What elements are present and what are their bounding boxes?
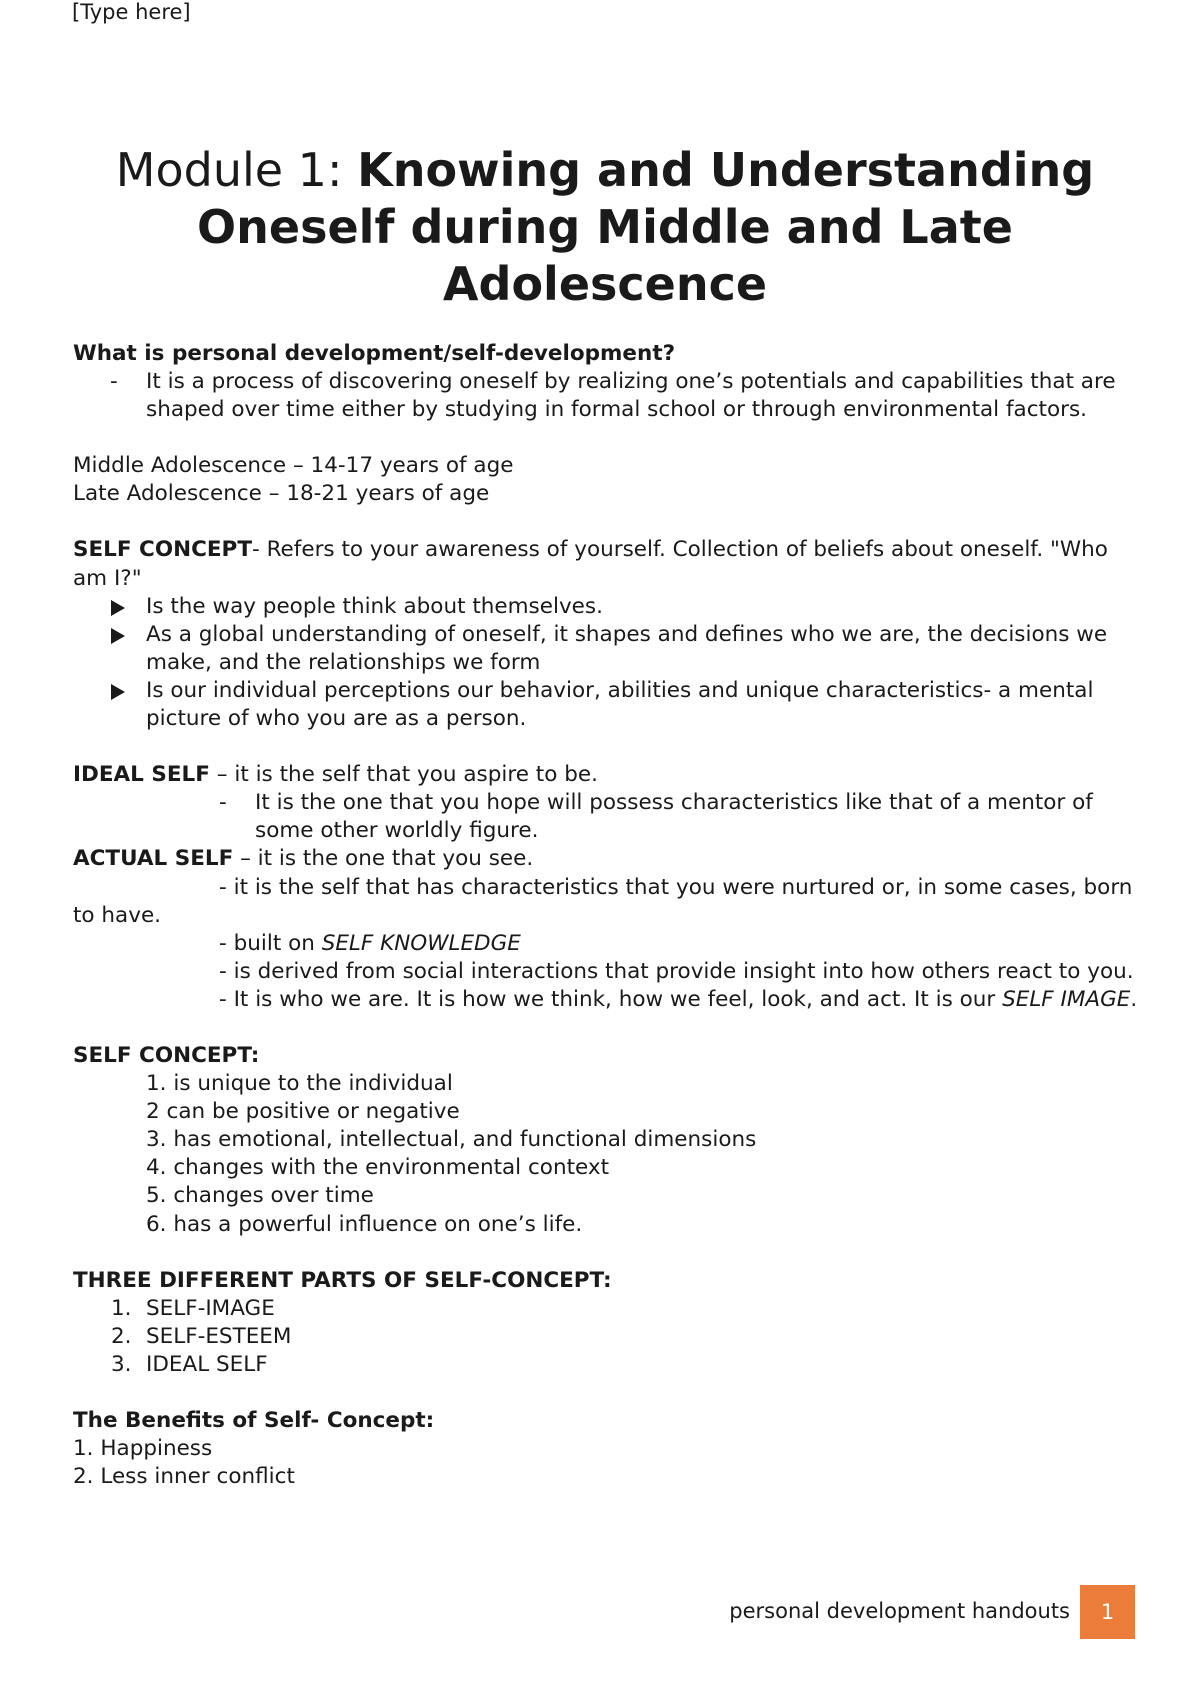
ideal-self-definition-text: – it is the self that you aspire to be. [209,762,598,788]
actual-self-definition [73,845,1143,873]
document-body [73,340,1143,1491]
list-item [73,1323,1143,1351]
list-marker: 3. [111,1351,132,1377]
title-bold: Knowing and Understanding Oneself during Middle and Late Adolescence [197,143,1095,311]
intro-answer-text: It is a process of discovering oneself by realizing one’s potentials and capabilities that are shaped over time either by studying in formal school or through environmental factors. [146,369,1116,423]
age-middle: Middle Adolescence – 14-17 years of age [73,453,514,479]
self-concept-bullet [73,621,1143,677]
parts-heading [73,1267,1143,1295]
list-item: 2 can be positive or negative [146,1099,460,1125]
list-item: 5. changes over time [146,1183,374,1209]
actual-self-point [73,874,1143,930]
age-late: Late Adolescence – 18-21 years of age [73,481,490,507]
ideal-self-point-text: It is the one that you hope will possess characteristics like that of a mentor of some other worldly figure. [255,790,1093,844]
arrow-bullet-icon [111,628,125,644]
list-item-text: SELF-IMAGE [146,1295,275,1321]
list-item: 4. changes with the environmental context [146,1155,610,1181]
dash-marker: - [219,790,227,816]
actual-self-point-text: - built on [219,930,322,956]
ideal-self-definition [73,761,1143,789]
parts-heading-text: THREE DIFFERENT PARTS OF SELF-CONCEPT: [73,1267,612,1293]
list-item: 1. is unique to the individual [146,1071,453,1097]
self-concept-term: SELF CONCEPT [73,537,252,563]
list-item: 6. has a powerful influence on one’s life. [146,1211,583,1237]
list-item-text: SELF-ESTEEM [146,1323,292,1349]
actual-self-point [73,986,1143,1014]
intro-question-text: What is personal development/self-development? [73,341,676,366]
title-prefix: Module 1: [115,143,358,197]
page-footer [0,1585,1200,1639]
self-concept-list-heading-text: SELF CONCEPT: [73,1042,260,1068]
page-number: 1 [1080,1585,1135,1639]
intro-answer [73,368,1143,424]
bullet-text: As a global understanding of oneself, it shapes and defines who we are, the decisions we make, and the relationships we form [146,621,1108,675]
bullet-text: Is our individual perceptions our behavior, abilities and unique characteristics- a mental picture of who you are as a person. [146,677,1094,732]
actual-self-point [73,958,1143,986]
actual-self-point [73,930,1143,958]
self-concept-bullet [73,593,1143,621]
self-concept-list-heading [73,1042,1143,1070]
list-marker: 2. [111,1323,132,1349]
arrow-bullet-icon [111,600,125,616]
list-marker: 1. [111,1295,132,1321]
list-item: 1. Happiness [73,1436,213,1462]
self-image-term: SELF IMAGE [1002,986,1131,1012]
ideal-self-point [73,789,1143,845]
list-item: 3. has emotional, intellectual, and functional dimensions [146,1127,757,1153]
list-item-text: IDEAL SELF [146,1351,268,1377]
ideal-self-term: IDEAL SELF [73,762,210,788]
document-title [90,142,1120,313]
self-concept-definition-text: - Refers to your awareness of yourself. Collection of beliefs about oneself. "Who am I?" [73,537,1108,591]
self-concept-definition [73,536,1143,592]
bullet-text: Is the way people think about themselves. [146,593,603,619]
benefits-heading-text: The Benefits of Self- Concept: [73,1408,435,1433]
actual-self-point-text: - it is the self that has characteristics that you were nurtured or, in some cases, born to have. [73,874,1133,928]
page-header: [Type here] [72,0,191,24]
intro-question [73,340,1143,368]
actual-self-term: ACTUAL SELF [73,846,234,872]
list-item: 2. Less inner conflict [73,1464,295,1490]
self-knowledge-term: SELF KNOWLEDGE [321,930,521,956]
dash-marker: - [110,369,118,395]
self-concept-bullet [73,677,1143,733]
actual-self-point-text: - It is who we are. It is how we think, how we feel, look, and act. It is our [219,986,1003,1012]
list-item [73,1295,1143,1323]
actual-self-point-suffix: . [1130,986,1138,1012]
benefits-heading [73,1407,1143,1435]
footer-text: personal development handouts [729,1599,1070,1623]
actual-self-point-text: - is derived from social interactions that provide insight into how others react to you. [219,958,1134,984]
list-item [73,1351,1143,1379]
arrow-bullet-icon [111,684,125,700]
actual-self-definition-text: – it is the one that you see. [233,846,534,872]
